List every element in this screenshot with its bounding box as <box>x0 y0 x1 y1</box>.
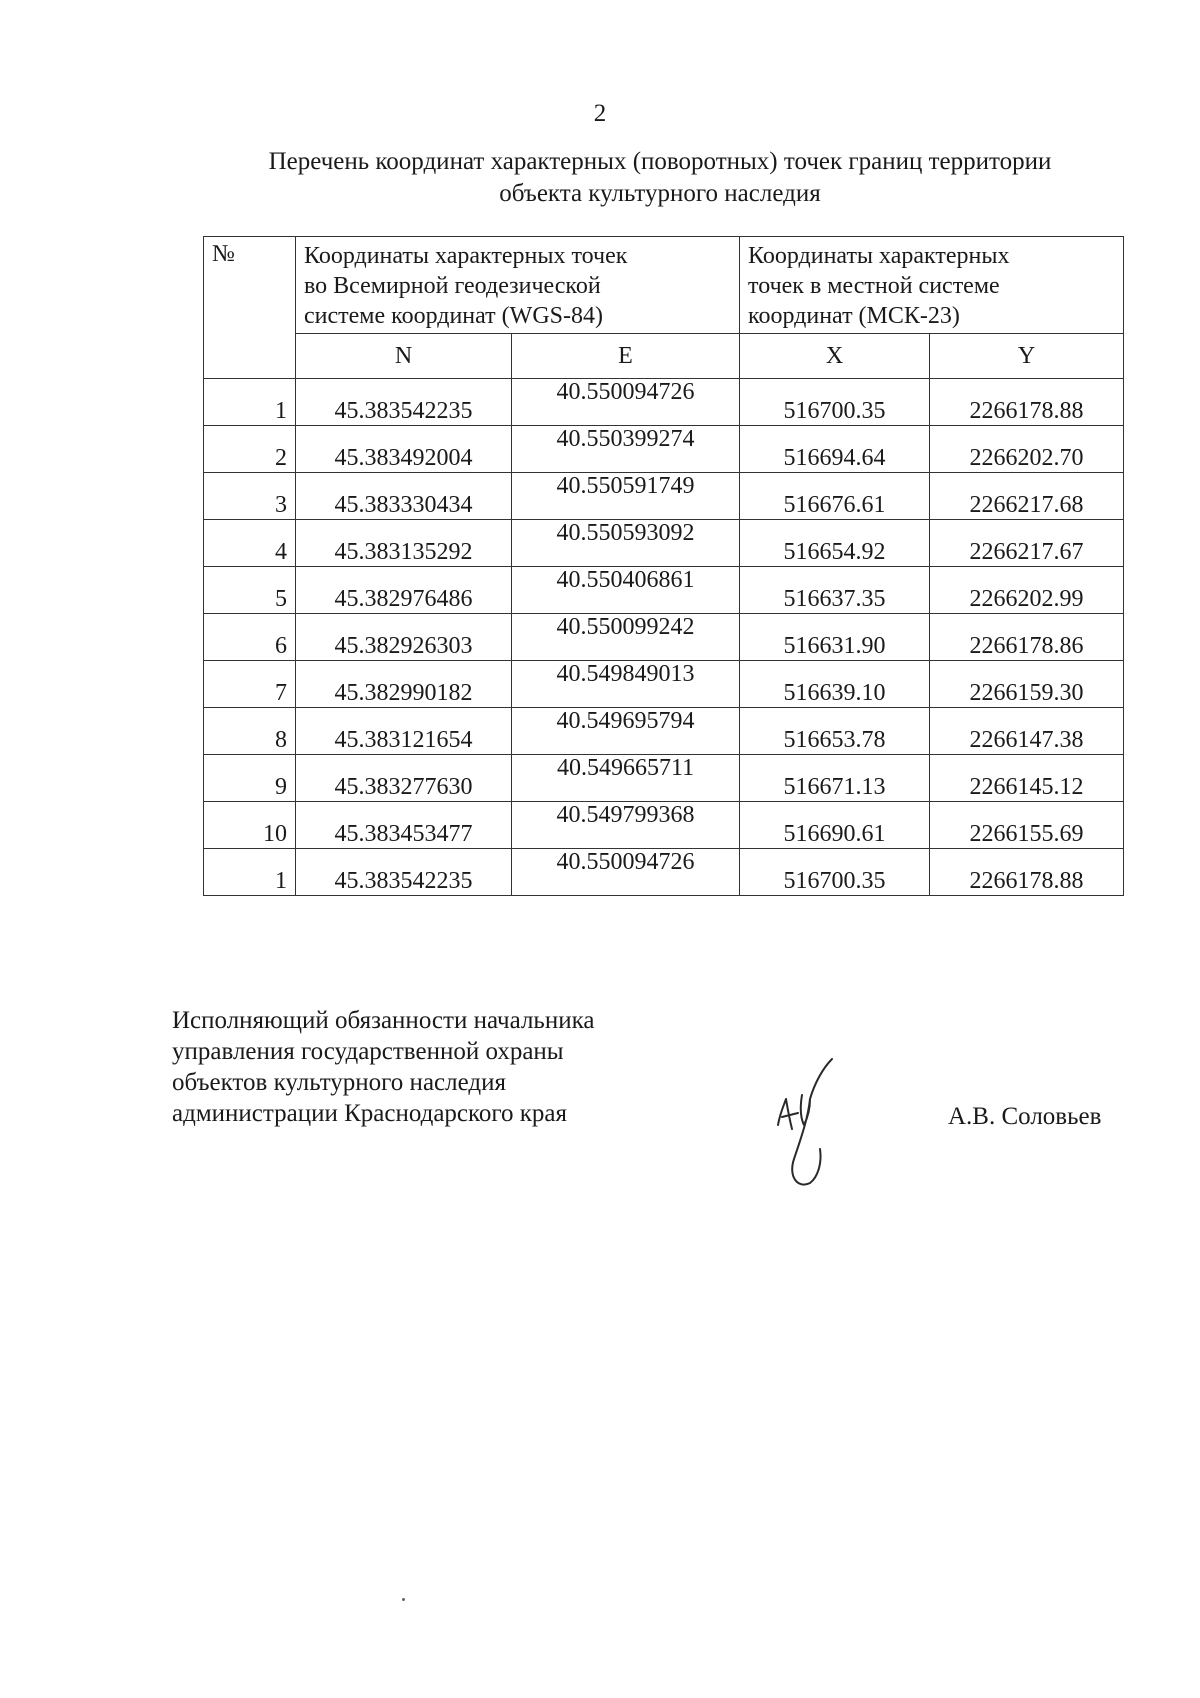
signer-position-line: администрации Краснодарского края <box>172 1100 568 1127</box>
document-title <box>180 146 1140 210</box>
table-row <box>204 614 1124 661</box>
header-wgs84-line: во Всемирной геодезической <box>304 273 601 299</box>
cell-x: 516700.35 <box>740 379 930 426</box>
cell-point-number: 3 <box>204 473 296 520</box>
table-subheader-row <box>204 334 1124 379</box>
cell-point-number: 6 <box>204 614 296 661</box>
cell-x: 516654.92 <box>740 520 930 567</box>
cell-n: 45.382976486 <box>296 567 512 614</box>
cell-n: 45.383121654 <box>296 708 512 755</box>
cell-x: 516700.35 <box>740 849 930 896</box>
cell-n: 45.383542235 <box>296 849 512 896</box>
cell-e: 40.550593092 <box>512 520 740 567</box>
cell-e: 40.550094726 <box>512 849 740 896</box>
header-n: N <box>296 334 512 379</box>
cell-n: 45.383453477 <box>296 802 512 849</box>
cell-x: 516690.61 <box>740 802 930 849</box>
cell-e: 40.550399274 <box>512 426 740 473</box>
cell-x: 516671.13 <box>740 755 930 802</box>
document-title-line-2: объекта культурного наследия <box>499 180 821 207</box>
cell-point-number: 7 <box>204 661 296 708</box>
cell-e: 40.549799368 <box>512 802 740 849</box>
cell-x: 516694.64 <box>740 426 930 473</box>
cell-point-number: 4 <box>204 520 296 567</box>
cell-y: 2266145.12 <box>930 755 1124 802</box>
table-row <box>204 802 1124 849</box>
cell-x: 516639.10 <box>740 661 930 708</box>
cell-y: 2266178.88 <box>930 379 1124 426</box>
header-e: E <box>512 334 740 379</box>
header-msk23-line: точек в местной системе <box>748 273 1000 299</box>
cell-e: 40.550591749 <box>512 473 740 520</box>
cell-point-number: 1 <box>204 379 296 426</box>
signer-name: А.В. Соловьев <box>948 1103 1102 1130</box>
header-wgs84-line: системе координат (WGS-84) <box>304 303 603 329</box>
header-wgs84-group <box>296 237 740 334</box>
document-title-line-1: Перечень координат характерных (поворотных) точек границ территории <box>268 148 1052 175</box>
signer-position-line: управления государственной охраны <box>172 1038 564 1065</box>
cell-y: 2266217.67 <box>930 520 1124 567</box>
cell-x: 516637.35 <box>740 567 930 614</box>
header-wgs84-line: Координаты характерных точек <box>304 243 628 269</box>
table-header-row <box>204 237 1124 334</box>
table-row <box>204 379 1124 426</box>
cell-x: 516676.61 <box>740 473 930 520</box>
cell-y: 2266147.38 <box>930 708 1124 755</box>
table-row <box>204 426 1124 473</box>
cell-e: 40.549695794 <box>512 708 740 755</box>
cell-n: 45.383135292 <box>296 520 512 567</box>
header-point-number: № <box>204 237 296 379</box>
cell-n: 45.383542235 <box>296 379 512 426</box>
page-number: 2 <box>593 100 607 127</box>
table-row <box>204 661 1124 708</box>
header-msk23-group <box>740 237 1124 334</box>
cell-y: 2266202.70 <box>930 426 1124 473</box>
table-row <box>204 755 1124 802</box>
cell-point-number: 8 <box>204 708 296 755</box>
cell-y: 2266217.68 <box>930 473 1124 520</box>
cell-point-number: 10 <box>204 802 296 849</box>
cell-n: 45.383492004 <box>296 426 512 473</box>
header-msk23-line: координат (МСК-23) <box>748 303 960 329</box>
cell-n: 45.383330434 <box>296 473 512 520</box>
table-row <box>204 849 1124 896</box>
signer-position-line: объектов культурного наследия <box>172 1069 506 1096</box>
header-msk23-line: Координаты характерных <box>748 243 1010 269</box>
header-y: Y <box>930 334 1124 379</box>
table-row <box>204 708 1124 755</box>
cell-y: 2266202.99 <box>930 567 1124 614</box>
cell-y: 2266159.30 <box>930 661 1124 708</box>
table-row <box>204 520 1124 567</box>
cell-y: 2266155.69 <box>930 802 1124 849</box>
cell-point-number: 2 <box>204 426 296 473</box>
cell-e: 40.550406861 <box>512 567 740 614</box>
signer-position-line: Исполняющий обязанности начальника <box>172 1007 595 1034</box>
cell-n: 45.382926303 <box>296 614 512 661</box>
signer-position <box>172 1005 732 1129</box>
coordinates-table <box>203 236 1124 896</box>
cell-y: 2266178.88 <box>930 849 1124 896</box>
cell-y: 2266178.86 <box>930 614 1124 661</box>
scan-speck <box>402 1598 405 1601</box>
cell-point-number: 5 <box>204 567 296 614</box>
cell-e: 40.549849013 <box>512 661 740 708</box>
cell-point-number: 9 <box>204 755 296 802</box>
cell-x: 516653.78 <box>740 708 930 755</box>
cell-e: 40.550099242 <box>512 614 740 661</box>
header-x: X <box>740 334 930 379</box>
table-row <box>204 473 1124 520</box>
cell-point-number: 1 <box>204 849 296 896</box>
cell-x: 516631.90 <box>740 614 930 661</box>
table-row <box>204 567 1124 614</box>
cell-e: 40.549665711 <box>512 755 740 802</box>
cell-e: 40.550094726 <box>512 379 740 426</box>
cell-n: 45.382990182 <box>296 661 512 708</box>
cell-n: 45.383277630 <box>296 755 512 802</box>
handwritten-signature <box>770 1055 880 1195</box>
